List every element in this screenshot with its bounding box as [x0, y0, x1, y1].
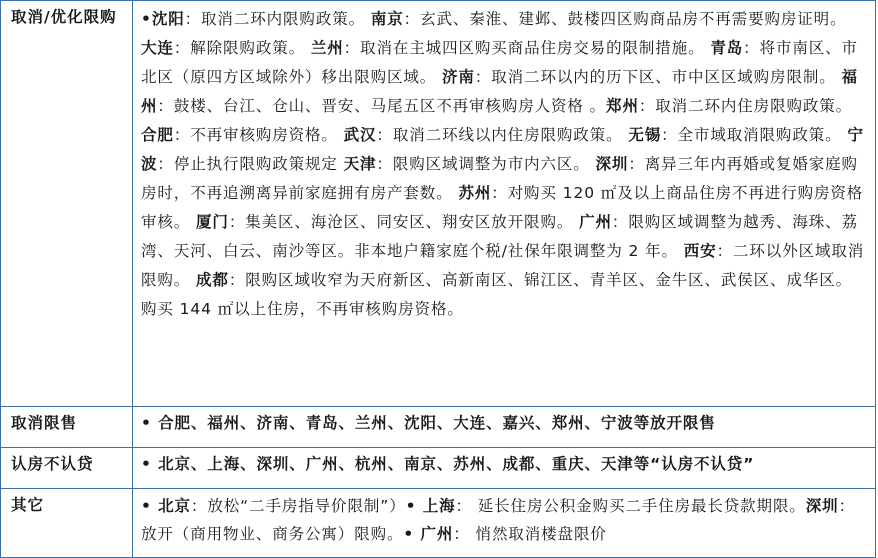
- policy-text: 悄然取消楼盘限价: [469, 525, 607, 543]
- separator: ：: [611, 213, 629, 231]
- table-row: [1, 407, 876, 448]
- separator: ：: [638, 97, 656, 115]
- separator: ：: [173, 39, 191, 57]
- city-name: 青岛: [710, 39, 744, 57]
- row-body-other: [133, 489, 876, 558]
- policy-text: 二环以外区域取消限购。: [141, 242, 865, 289]
- policy-text: 玄武、秦淮、建邺、鼓楼四区购商品房不再需要购房证明。: [420, 10, 847, 28]
- bullet: •: [405, 497, 423, 515]
- policy-text: 限购区域收窄为天府新区、高新南区、锦江区、青羊区、金牛区、武侯区、成华区。购买 144 ㎡以上住房，不再审核购房资格。: [141, 271, 853, 318]
- separator: ：: [743, 39, 760, 57]
- separator: ：: [403, 10, 421, 28]
- city-name: 天津: [343, 155, 377, 173]
- separator: ：: [453, 525, 470, 543]
- policy-text: 全市域取消限购政策。: [677, 126, 848, 144]
- city-name: 厦门: [196, 213, 229, 231]
- city-name: 合肥: [141, 126, 174, 144]
- city-name: 西安: [683, 242, 717, 260]
- table-row: [1, 489, 876, 558]
- row-header-cancel-sale-limit: 取消限售: [1, 407, 133, 448]
- separator: ：: [228, 271, 246, 289]
- policy-text: 离异三年内再婚或复婚家庭购房时，不再追溯离异前家庭拥有房产套数。: [141, 155, 858, 202]
- separator: ：: [173, 126, 191, 144]
- city-name: 深圳: [595, 155, 629, 173]
- city-name: 大连: [141, 39, 174, 57]
- policy-text: 延长住房公积金购买二手住房最长贷款期限。: [471, 497, 806, 515]
- separator: ：: [628, 155, 645, 173]
- policy-text: 集美区、海沧区、同安区、翔安区放开限购。: [245, 213, 580, 231]
- separator: ：: [474, 68, 492, 86]
- separator: ：: [661, 126, 678, 144]
- city-name: 上海: [422, 497, 456, 515]
- policy-text: 取消在主城四区购买商品住房交易的限制措施。: [360, 39, 711, 57]
- bullet: •: [141, 497, 159, 515]
- policy-text: 停止执行限购政策规定: [173, 155, 344, 173]
- city-name: 深圳: [805, 497, 839, 515]
- policy-text: 将市南区、市北区（原四方区域除外）移出限购区域。: [141, 39, 858, 86]
- policy-text: 取消二环内限购政策。: [201, 10, 371, 28]
- table-row: [1, 1, 876, 407]
- table-row: [1, 448, 876, 489]
- separator: ：: [376, 155, 393, 173]
- separator: ：: [157, 155, 174, 173]
- policy-text: 限购区域调整为市内六区。: [392, 155, 596, 173]
- row-header-other: 其它: [1, 489, 133, 558]
- bullet: •: [403, 525, 421, 543]
- row-body-house-not-loan: • 北京、上海、深圳、广州、杭州、南京、苏州、成都、重庆、天津等“认房不认贷”: [133, 448, 876, 489]
- city-name: 广州: [420, 525, 454, 543]
- city-name: 沈阳: [151, 10, 185, 28]
- row-body-cancel-sale-limit: • 合肥、福州、济南、青岛、兰州、沈阳、大连、嘉兴、郑州、宁波等放开限售: [133, 407, 876, 448]
- city-name: 成都: [196, 271, 229, 289]
- separator: ：: [157, 97, 174, 115]
- policy-text: 放开（商用物业、商务公寓）限购。: [141, 525, 404, 543]
- bullet: •: [141, 10, 152, 28]
- policy-text: 放松“二手房指导价限制”）: [207, 497, 406, 515]
- separator: ：: [455, 497, 472, 515]
- policy-text: 取消二环内住房限购政策。: [655, 97, 853, 115]
- city-name: 济南: [442, 68, 475, 86]
- policy-text: 鼓楼、台江、仓山、晋安、马尾五区不再审核购房人资格 。: [173, 97, 607, 115]
- city-name: 宁波: [141, 126, 864, 173]
- city-name: 兰州: [310, 39, 344, 57]
- policy-text: 不再审核购房资格。: [190, 126, 344, 144]
- city-name: 北京: [158, 497, 191, 515]
- policy-text: 取消二环线以内住房限购政策。: [392, 126, 629, 144]
- policy-text: 限购区域调整为越秀、海珠、荔湾、天河、白云、南沙等区。非本地户籍家庭个税/社保年限调整为 2 年。: [141, 213, 858, 260]
- city-name: 苏州: [458, 184, 492, 202]
- row-header-cancel-optimize: 取消/优化限购: [1, 1, 133, 407]
- row-body-cancel-optimize: [133, 1, 876, 407]
- separator: ：: [190, 497, 208, 515]
- city-name: 南京: [370, 10, 404, 28]
- city-name: 广州: [579, 213, 612, 231]
- city-name: 武汉: [343, 126, 377, 144]
- policy-text: 解除限购政策。: [190, 39, 311, 57]
- separator: ：: [343, 39, 361, 57]
- separator: ：: [838, 497, 855, 515]
- city-name: 郑州: [606, 97, 639, 115]
- separator: ：: [491, 184, 508, 202]
- policy-text: 取消二环以内的历下区、市中区区域购房限制。: [491, 68, 842, 86]
- separator: ：: [228, 213, 246, 231]
- city-name: 福州: [141, 68, 858, 115]
- policy-text: 对购买 120 ㎡及以上商品住房不再进行购房资格审核。: [141, 184, 864, 231]
- separator: ：: [716, 242, 733, 260]
- separator: ：: [184, 10, 202, 28]
- row-header-house-not-loan: 认房不认贷: [1, 448, 133, 489]
- separator: ：: [376, 126, 393, 144]
- city-name: 无锡: [628, 126, 662, 144]
